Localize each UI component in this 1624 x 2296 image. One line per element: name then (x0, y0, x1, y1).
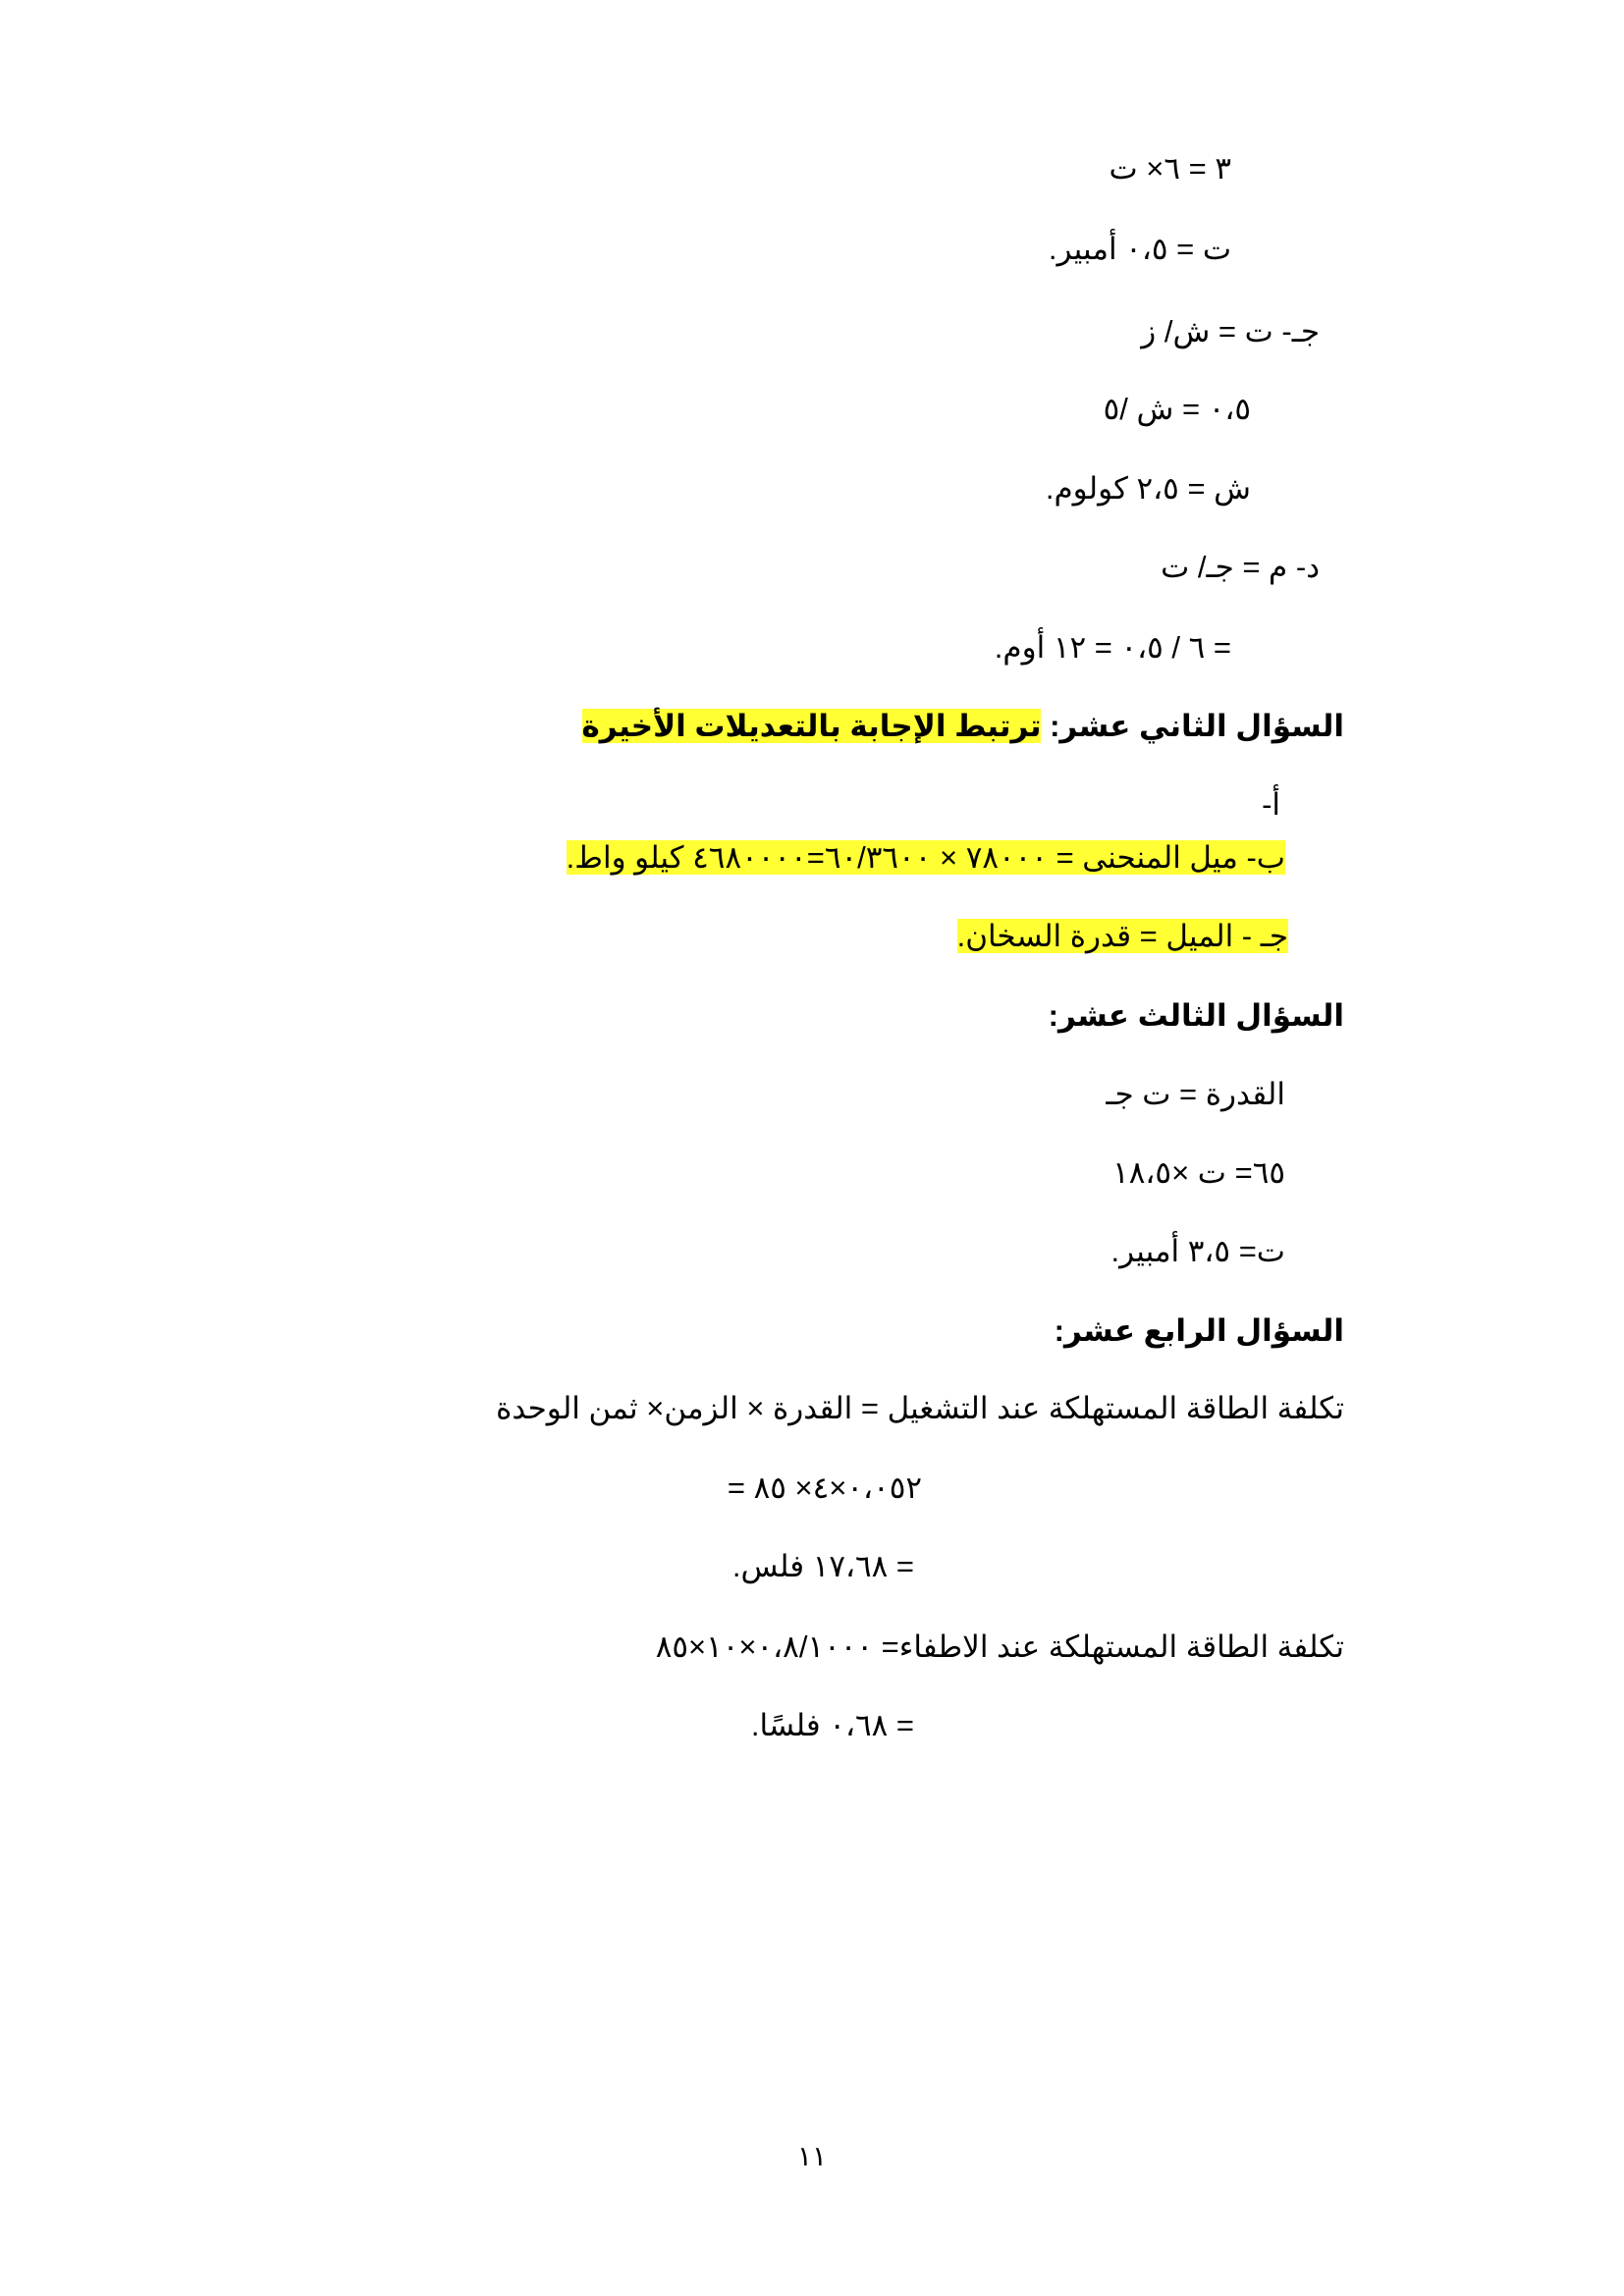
question-14-line-5: = ٠،٦٨ فلسًا. (750, 1708, 914, 1742)
question-12-part-a: أ- (1262, 787, 1280, 822)
question-13-title: السؤال الثالث عشر: (1048, 998, 1344, 1033)
question-14-title: السؤال الرابع عشر: (1054, 1313, 1344, 1348)
question-12-part-c (957, 917, 1288, 956)
equation-line-2: ت = ٠،٥ أمبير. (1048, 232, 1231, 266)
page-number: ١١ (796, 2141, 828, 2171)
question-14-line-4: تكلفة الطاقة المستهلكة عند الاطفاء= ٠،٨/١٠٠٠×١٠×٨٥ (655, 1629, 1344, 1664)
question-12-note: ترتبط الإجابة بالتعديلات الأخيرة (581, 709, 1042, 743)
question-14-line-1: تكلفة الطاقة المستهلكة عند التشغيل = القدرة × الزمن× ثمن الوحدة (496, 1391, 1344, 1425)
equation-line-5: ش = ٢،٥ كولوم. (1045, 471, 1251, 506)
question-12-title: السؤال الثاني عشر: (1050, 709, 1344, 743)
question-12-part-b (567, 838, 1285, 878)
question-13-line-1: القدرة = ت جـ (1106, 1077, 1285, 1111)
equation-line-6: د- م = جـ/ ت (1161, 550, 1320, 584)
question-14-line-2: = ٠،٠٥٢×٤× ٨٥ (727, 1470, 922, 1505)
equation-line-3: جـ- ت = ش/ ز (1141, 314, 1320, 348)
question-12-part-c-text: جـ - الميل = قدرة السخان. (956, 919, 1288, 953)
question-12-part-b-text: ب- ميل المنحنى = ٧٨٠٠٠ × ٦٠/٣٦٠٠=٤٦٨٠٠٠٠ كيلو واط. (566, 840, 1285, 875)
question-13-line-3: ت= ٣،٥ أمبير. (1110, 1234, 1285, 1268)
question-12-heading (582, 707, 1345, 746)
equation-line-4: ٠،٥ = ش /٥ (1103, 392, 1251, 426)
question-13-line-2: ٦٥= ت ×١٨،٥ (1112, 1155, 1285, 1190)
equation-line-7: = ٦ / ٠،٥ = ١٢ أوم. (994, 630, 1231, 665)
question-14-line-3: = ١٧،٦٨ فلس. (731, 1549, 914, 1583)
equation-line-1: ٣ = ٦× ت (1109, 151, 1231, 186)
